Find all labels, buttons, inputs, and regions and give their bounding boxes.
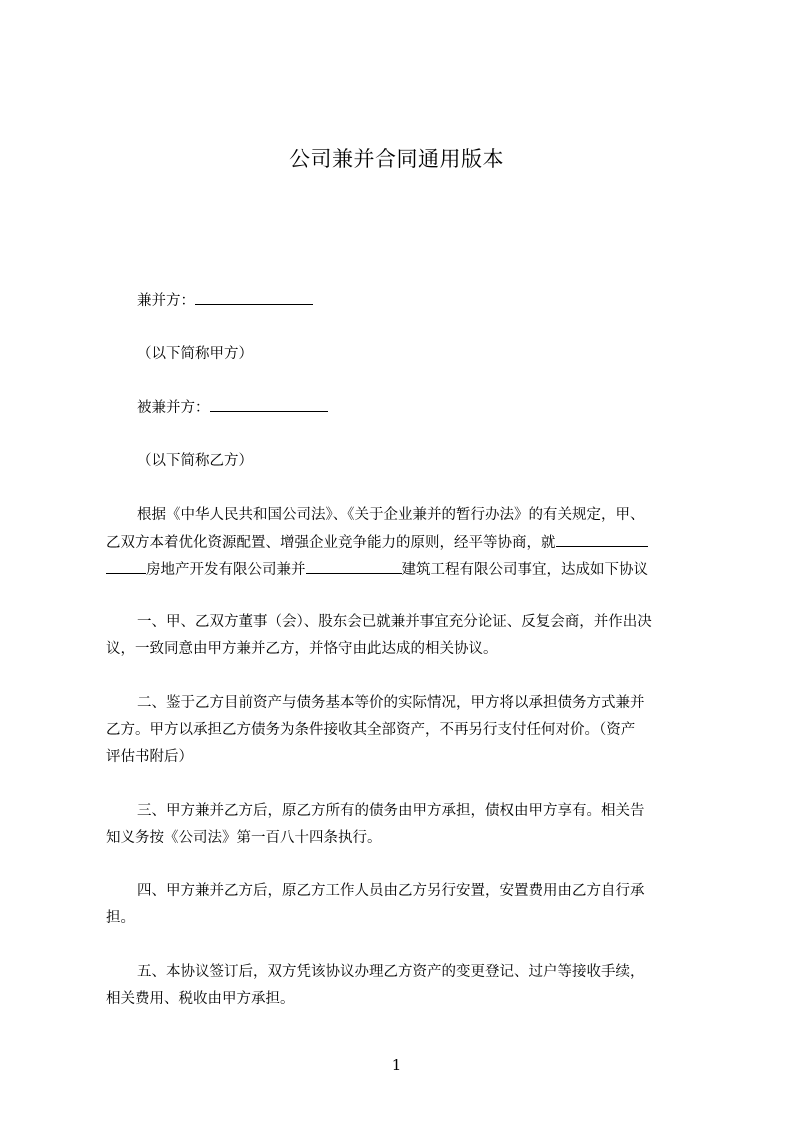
clause-1-line-1: 一、甲、乙双方董事（会）、股东会已就兼并事宜充分论证、反复会商，并作出决 [137, 614, 652, 630]
clause-5-line-2: 相关费用、税收由甲方承担。 [106, 991, 295, 1007]
clause-2-line-2: 乙方。甲方以承担乙方债务为条件接收其全部资产，不再另行支付任何对价。（资产 [106, 722, 636, 738]
intro-line-2 [106, 532, 648, 553]
intro-line-2-text: 乙双方本着优化资源配置、增强企业竞争能力的原则，经平等协商，就 [106, 535, 556, 551]
intro-blank-1 [556, 532, 648, 547]
clause-5-line-1: 五、本协议签订后，双方凭该协议办理乙方资产的变更登记、过户等接收手续， [137, 964, 645, 980]
intro-line-3-b: 建筑工程有限公司事宜，达成如下协议 [401, 562, 648, 578]
clause-1-line-2: 议，一致同意由甲方兼并乙方，并恪守由此达成的相关协议。 [106, 641, 498, 657]
clause-3-line-1: 三、甲方兼并乙方后，原乙方所有的债务由甲方承担，债权由甲方享有。相关告 [137, 803, 645, 819]
merger-party-blank [195, 290, 313, 305]
intro-blank-3 [306, 559, 402, 574]
merged-party-label: 被兼并方： [137, 400, 210, 416]
merged-party-blank [210, 397, 328, 412]
intro-line-3 [106, 559, 648, 580]
document-title: 公司兼并合同通用版本 [289, 147, 504, 171]
clause-4-line-2: 担。 [106, 910, 135, 926]
intro-line-1: 根据《中华人民共和国公司法》、《关于企业兼并的暂行办法》的有关规定，甲、 [137, 507, 645, 523]
clause-2-line-1: 二、鉴于乙方目前资产与债务基本等价的实际情况，甲方将以承担债务方式兼并 [137, 695, 645, 711]
intro-blank-2 [106, 559, 146, 574]
merger-party-label: 兼并方： [137, 293, 195, 309]
clause-4-line-1: 四、甲方兼并乙方后，原乙方工作人员由乙方另行安置，安置费用由乙方自行承 [137, 883, 645, 899]
merged-party-line [137, 397, 328, 418]
merged-party-note: （以下简称乙方） [137, 453, 253, 469]
merger-party-line [137, 290, 313, 311]
clause-2-line-3: 评估书附后） [106, 749, 193, 765]
merger-party-note: （以下简称甲方） [137, 346, 253, 362]
page-number: 1 [391, 1056, 402, 1074]
clause-3-line-2: 知义务按《公司法》第一百八十四条执行。 [106, 830, 382, 846]
intro-line-3-a: 房地产开发有限公司兼并 [146, 562, 306, 578]
